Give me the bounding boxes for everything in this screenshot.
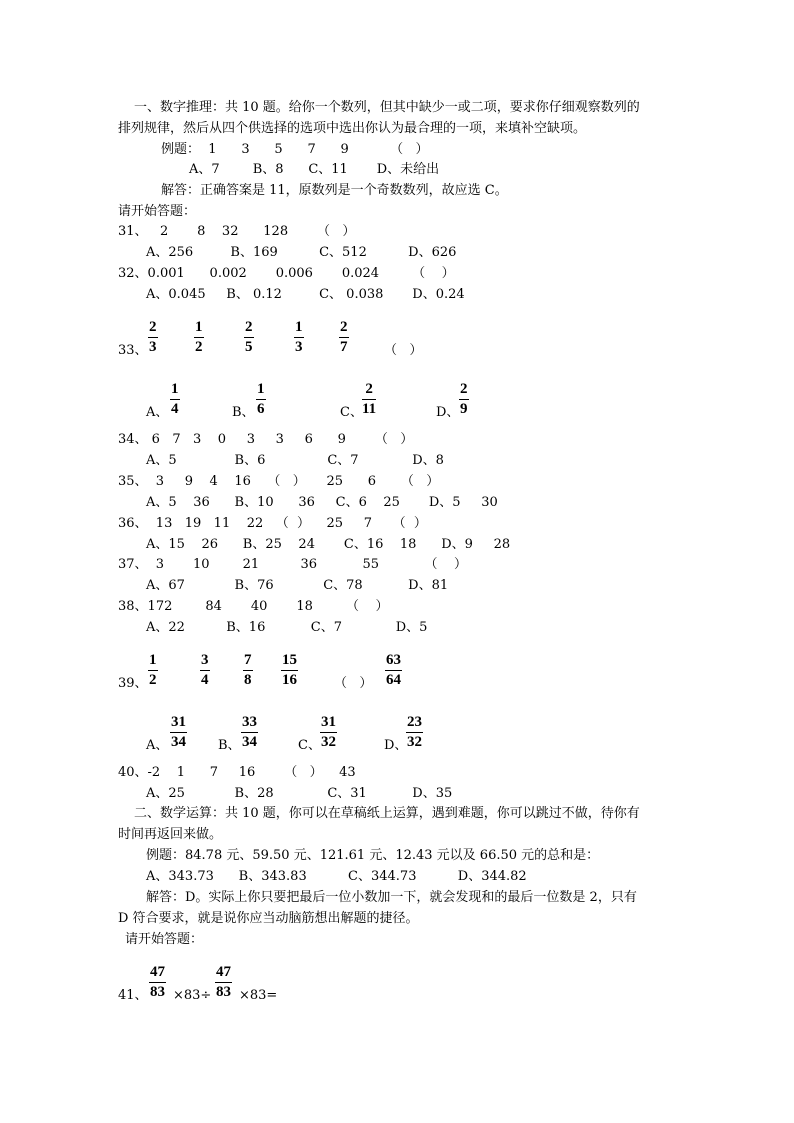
q37-options: A、67 B、76 C、78 D、81 (146, 578, 449, 593)
q33-option-c: 2 11 (362, 381, 377, 417)
q33-option-b-label: B、 (232, 405, 255, 420)
q36-stem: 36、 13 19 11 22 （ ） 25 7 （ ） (118, 516, 427, 531)
q38-stem: 38、172 84 40 18 （ ） (118, 599, 389, 614)
q41-label: 41、 (118, 988, 148, 1003)
section2-line-2: 时间再返回来做。 (118, 827, 223, 842)
section2-example: 例题：84.78 元、59.50 元、121.61 元、12.43 元以及 66.50 元的总和是： (146, 848, 600, 863)
q31-stem: 31、 2 8 32 128 （ ） (118, 224, 356, 239)
intro-line-1: 一、数字推理：共 10 题。给你一个数列，但其中缺少一或二项，要求你仔细观察数列的 (134, 100, 640, 115)
q33-option-d-label: D、 (436, 405, 460, 420)
section2-example-options: A、343.73 B、343.83 C、344.73 D、344.82 (146, 869, 527, 884)
section2-line-1: 二、数学运算：共 10 题，你可以在草稿纸上运算，遇到难题，你可以跳过不做，待你有 (134, 806, 640, 821)
q32-options: A、0.045 B、 0.12 C、 0.038 D、0.24 (146, 287, 465, 302)
q41-fraction-2: 47 83 (216, 964, 231, 1000)
q39-blank: （ ） (334, 676, 373, 691)
q39-label: 39、 (118, 676, 148, 691)
intro-line-2: 排列规律，然后从四个供选择的选项中选出你认为最合理的一项，来填补空缺项。 (118, 121, 587, 136)
q36-options: A、15 26 B、25 24 C、16 18 D、9 28 (146, 537, 511, 552)
q33-seq-fraction-3: 2 5 (245, 319, 253, 355)
intro-answer: 解答：正确答案是 11，原数列是一个奇数数列，故应选 C。 (161, 183, 508, 198)
section2-answer-1: 解答：D。实际上你只要把最后一位小数加一下，就会发现和的最后一位数是 2，只有 (146, 890, 637, 905)
q39-option-b-label: B、 (218, 738, 241, 753)
intro-example-options: A、7 B、8 C、11 D、未给出 (189, 162, 440, 177)
q31-options: A、256 B、169 C、512 D、626 (146, 245, 457, 260)
q39-seq-fraction-4: 15 16 (282, 652, 297, 688)
section2-start: 请开始答题： (125, 932, 204, 947)
q33-seq-fraction-2: 1 2 (195, 319, 203, 355)
intro-start: 请开始答题： (118, 204, 197, 219)
q34-options: A、5 B、6 C、7 D、8 (146, 453, 444, 468)
q39-seq-fraction-1: 1 2 (149, 652, 157, 688)
q33-blank: （ ） (384, 343, 423, 358)
q32-stem: 32、0.001 0.002 0.006 0.024 （ ） (118, 266, 455, 281)
q38-options: A、22 B、16 C、7 D、5 (146, 620, 428, 635)
q33-seq-fraction-1: 2 3 (149, 319, 157, 355)
q39-option-c-label: C、 (298, 738, 321, 753)
q40-stem: 40、-2 1 7 16 （ ） 43 (118, 765, 356, 780)
q33-label: 33、 (118, 343, 148, 358)
q33-option-b: 1 6 (257, 381, 265, 417)
q41-tail: ×83= (239, 988, 278, 1003)
q37-stem: 37、 3 10 21 36 55 （ ） (118, 557, 467, 572)
q39-option-d-label: D、 (384, 738, 408, 753)
q39-seq-fraction-3: 7 8 (244, 652, 252, 688)
intro-example: 例题： 1 3 5 7 9 （ ） (161, 142, 429, 157)
q34-stem: 34、 6 7 3 0 3 3 6 9 （ ） (118, 432, 414, 447)
q33-option-c-label: C、 (340, 405, 363, 420)
q33-seq-fraction-5: 2 7 (340, 319, 348, 355)
q33-option-d: 2 9 (460, 381, 468, 417)
q39-option-a-label: A、 (146, 738, 169, 753)
q35-options: A、5 36 B、10 36 C、6 25 D、5 30 (146, 495, 498, 510)
q33-seq-fraction-4: 1 3 (295, 319, 303, 355)
q35-stem: 35、 3 9 4 16 （ ） 25 6 （ ） (118, 474, 440, 489)
q39-option-d: 23 32 (407, 714, 422, 750)
q33-option-a-label: A、 (146, 405, 169, 420)
q39-option-b: 33 34 (242, 714, 257, 750)
q40-options: A、25 B、28 C、31 D、35 (146, 786, 453, 801)
q33-option-a: 1 4 (171, 381, 179, 417)
q39-option-a: 31 34 (171, 714, 186, 750)
q39-option-c: 31 32 (321, 714, 336, 750)
q41-operators: ×83÷ (173, 988, 212, 1003)
section2-answer-2: D 符合要求，就是说你应当动脑筋想出解题的捷径。 (118, 911, 419, 926)
q39-seq-fraction-5: 63 64 (386, 652, 401, 688)
q41-fraction-1: 47 83 (150, 964, 165, 1000)
q39-seq-fraction-2: 3 4 (201, 652, 209, 688)
